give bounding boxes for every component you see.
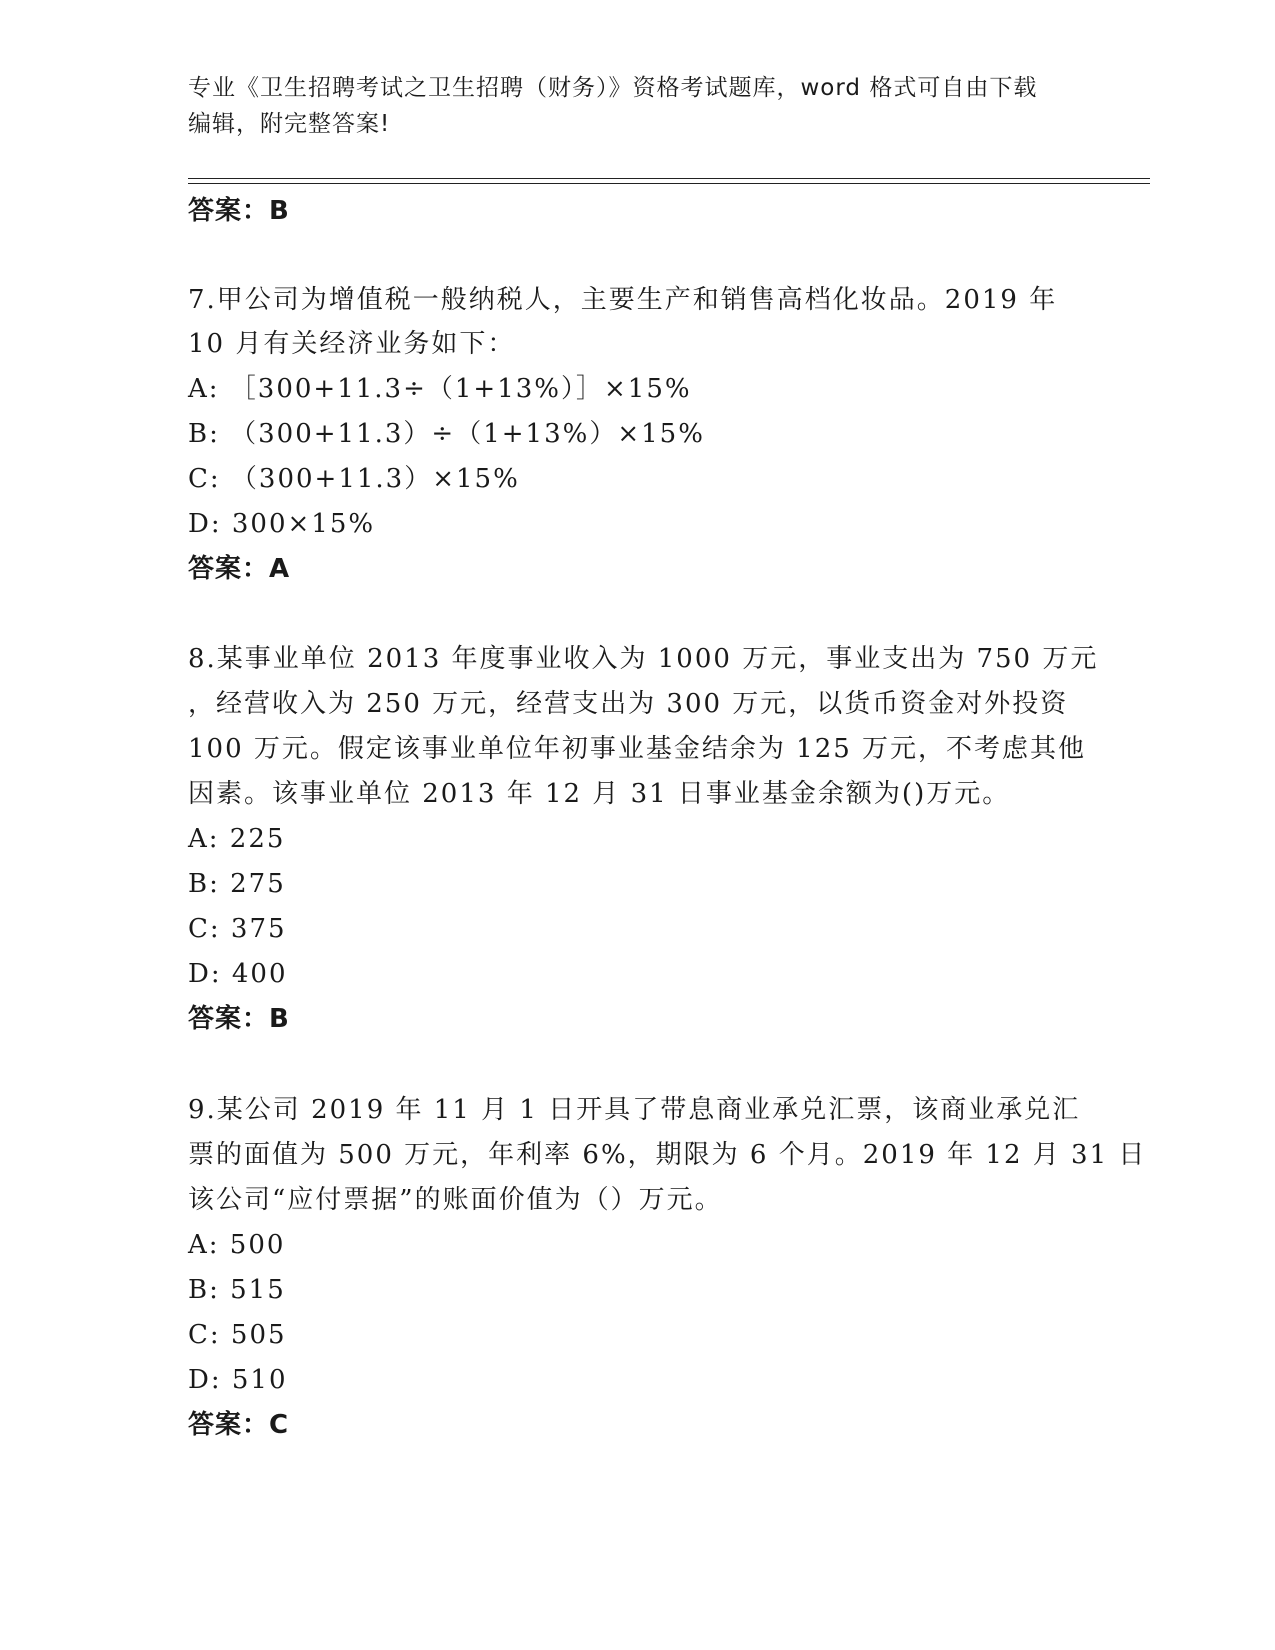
q7-option-a: A: ［300+11.3÷（1+13%）］×15%	[188, 374, 692, 404]
header-rule-bottom	[188, 183, 1150, 184]
q7-text-line-2: 10 月有关经济业务如下：	[188, 329, 516, 359]
document-header	[188, 70, 1088, 142]
q9-text-line-2: 票的面值为 500 万元，年利率 6%，期限为 6 个月。2019 年 12 月 31 日	[188, 1140, 1147, 1170]
q8-text-line-2: ，经营收入为 250 万元，经营支出为 300 万元，以货币资金对外投资	[188, 689, 1069, 719]
q8-option-c: C: 375	[188, 914, 287, 944]
q8-text-line-1: 8.某事业单位 2013 年度事业收入为 1000 万元，事业支出为 750 万元	[188, 644, 1099, 674]
q9-text-line-3: 该公司“应付票据”的账面价值为（）万元。	[188, 1185, 723, 1215]
q9-option-d: D: 510	[188, 1365, 288, 1395]
q9-text-line-1: 9.某公司 2019 年 11 月 1 日开具了带息商业承兑汇票，该商业承兑汇	[188, 1095, 1081, 1125]
header-rule-top	[188, 178, 1150, 179]
q8-option-a: A: 225	[188, 824, 286, 854]
q9-option-c: C: 505	[188, 1320, 287, 1350]
q8-option-b: B: 275	[188, 869, 286, 899]
q7-option-d: D: 300×15%	[188, 509, 376, 539]
q8-answer: 答案：B	[188, 1004, 290, 1034]
header-line-2: 编辑，附完整答案!	[188, 111, 391, 137]
q9-option-a: A: 500	[188, 1230, 286, 1260]
q8-text-line-4: 因素。该事业单位 2013 年 12 月 31 日事业基金余额为()万元。	[188, 779, 1011, 809]
q7-answer: 答案：A	[188, 554, 291, 584]
q8-text-line-3: 100 万元。假定该事业单位年初事业基金结余为 125 万元，不考虑其他	[188, 734, 1087, 764]
q7-text-line-1: 7.甲公司为增值税一般纳税人，主要生产和销售高档化妆品。2019 年	[188, 285, 1058, 315]
q9-option-b: B: 515	[188, 1275, 286, 1305]
q8-option-d: D: 400	[188, 959, 288, 989]
previous-answer: 答案：B	[188, 196, 290, 226]
q9-answer: 答案：C	[188, 1410, 290, 1440]
q7-option-c: C: （300+11.3）×15%	[188, 464, 520, 494]
q7-option-b: B: （300+11.3）÷（1+13%）×15%	[188, 419, 705, 449]
header-line-1: 专业《卫生招聘考试之卫生招聘（财务）》资格考试题库，word 格式可自由下载	[188, 75, 1038, 101]
